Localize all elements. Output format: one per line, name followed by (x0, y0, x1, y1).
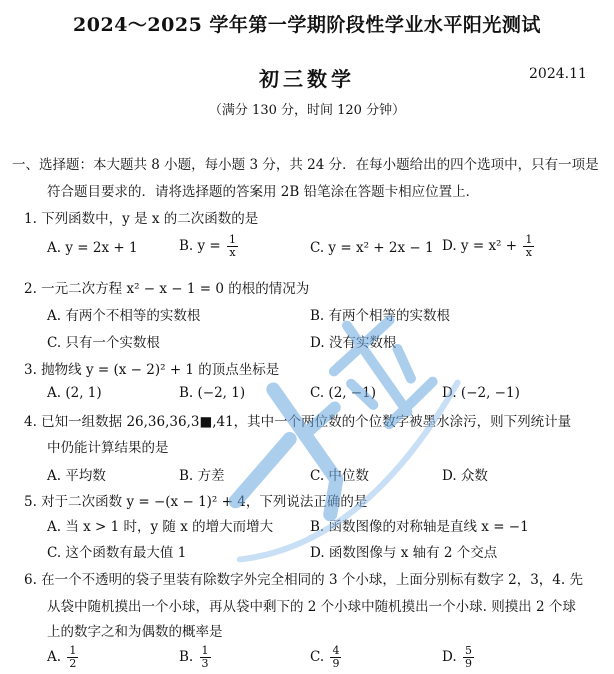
question-6-option-d (442, 645, 474, 670)
fraction-denominator: 9 (464, 657, 472, 670)
fraction-denominator: 9 (332, 657, 340, 670)
question-6-option-c-prefix: C. (310, 649, 325, 665)
question-3-option-d: D. (−2, −1) (442, 385, 520, 401)
question-2-option-c: C. 只有一个实数根 (47, 335, 160, 351)
exam-title: 2024～2025 学年第一学期阶段性学业水平阳光测试 (73, 14, 541, 36)
fraction-numerator: 5 (464, 644, 472, 657)
question-3-stem: 3. 抛物线 y = (x − 2)² + 1 的顶点坐标是 (24, 362, 280, 378)
question-6-stem: 6. 在一个不透明的袋子里装有除数字外完全相同的 3 个小球，上面分别标有数字 2，3，4. 先 (24, 572, 583, 588)
question-6-option-a-fraction (67, 645, 78, 670)
question-6-option-d-fraction (463, 645, 474, 670)
question-2-stem: 2. 一元二次方程 x² − x − 1 = 0 的根的情况为 (24, 281, 310, 297)
question-6-option-b-prefix: B. (179, 649, 194, 665)
section-heading-line2: 符合题目要求的．请将选择题的答案用 2B 铅笔涂在答题卡相应位置上． (47, 184, 480, 200)
question-6-option-d-prefix: D. (442, 649, 457, 665)
question-6-option-c (310, 645, 341, 670)
question-4-option-d: D. 众数 (442, 468, 488, 484)
question-1-option-a: A. y = 2x + 1 (47, 240, 138, 256)
question-4-option-b: B. 方差 (179, 468, 225, 484)
question-3-option-a: A. (2, 1) (47, 385, 102, 401)
question-5-option-d: D. 函数图像与 x 轴有 2 个交点 (310, 545, 498, 561)
question-5-option-a: A. 当 x > 1 时，y 随 x 的增大而增大 (47, 519, 274, 535)
section-heading-line1: 一、选择题：本大题共 8 小题，每小题 3 分，共 24 分．在每小题给出的四个选项中，只有一项是 (12, 157, 599, 173)
question-4-stem: 4. 已知一组数据 26,36,36,3■,41，其中一个两位数的个位数字被墨水涂污，则下列统计量 (24, 414, 572, 430)
fraction-denominator: x (229, 246, 236, 259)
fraction-numerator: 1 (201, 644, 209, 657)
question-3-option-c: C. (2, −1) (310, 385, 377, 401)
question-6-option-a (47, 645, 78, 670)
question-6-option-c-fraction (330, 645, 341, 670)
question-6-option-b (179, 645, 211, 670)
question-2-option-b: B. 有两个相等的实数根 (310, 308, 451, 324)
question-2-option-a: A. 有两个不相等的实数根 (47, 308, 201, 324)
exam-date: 2024.11 (529, 66, 587, 82)
score-info: （满分 130 分，时间 120 分钟） (208, 103, 406, 118)
question-1-option-b (179, 234, 238, 259)
question-1-stem: 1. 下列函数中，y 是 x 的二次函数的是 (24, 211, 259, 227)
question-4-stem-cont: 中仍能计算结果的是 (47, 440, 169, 456)
question-6-stem-cont-2: 上的数字之和为偶数的概率是 (47, 624, 223, 640)
question-1-option-d-prefix: D. y = x² + (442, 238, 518, 254)
question-6-option-b-fraction (200, 645, 211, 670)
subject-title: 初三数学 (259, 67, 355, 91)
question-1-option-b-fraction (227, 234, 238, 259)
fraction-denominator: x (525, 246, 532, 259)
question-4-option-c: C. 中位数 (310, 468, 369, 484)
fraction-numerator: 1 (69, 644, 77, 657)
question-1-option-c: C. y = x² + 2x − 1 (310, 240, 434, 256)
fraction-denominator: 2 (69, 657, 77, 670)
question-2-option-d: D. 没有实数根 (310, 335, 397, 351)
question-5-stem: 5. 对于二次函数 y = −(x − 1)² + 4，下列说法正确的是 (24, 494, 368, 510)
fraction-denominator: 3 (201, 657, 209, 670)
question-3-option-b: B. (−2, 1) (179, 385, 246, 401)
question-5-option-b: B. 函数图像的对称轴是直线 x = −1 (310, 519, 529, 535)
fraction-numerator: 1 (525, 233, 533, 246)
question-1-option-d-fraction (523, 234, 534, 259)
fraction-numerator: 1 (229, 233, 237, 246)
fraction-numerator: 4 (332, 644, 340, 657)
question-4-option-a: A. 平均数 (47, 468, 106, 484)
question-6-option-a-prefix: A. (47, 649, 62, 665)
question-5-option-c: C. 这个函数有最大值 1 (47, 545, 187, 561)
question-1-option-d (442, 234, 534, 259)
question-1-option-b-prefix: B. y = (179, 238, 221, 254)
question-6-stem-cont-1: 从袋中随机摸出一个小球，再从袋中剩下的 2 个小球中随机摸出一个小球. 则摸出 2 个球 (47, 599, 576, 615)
